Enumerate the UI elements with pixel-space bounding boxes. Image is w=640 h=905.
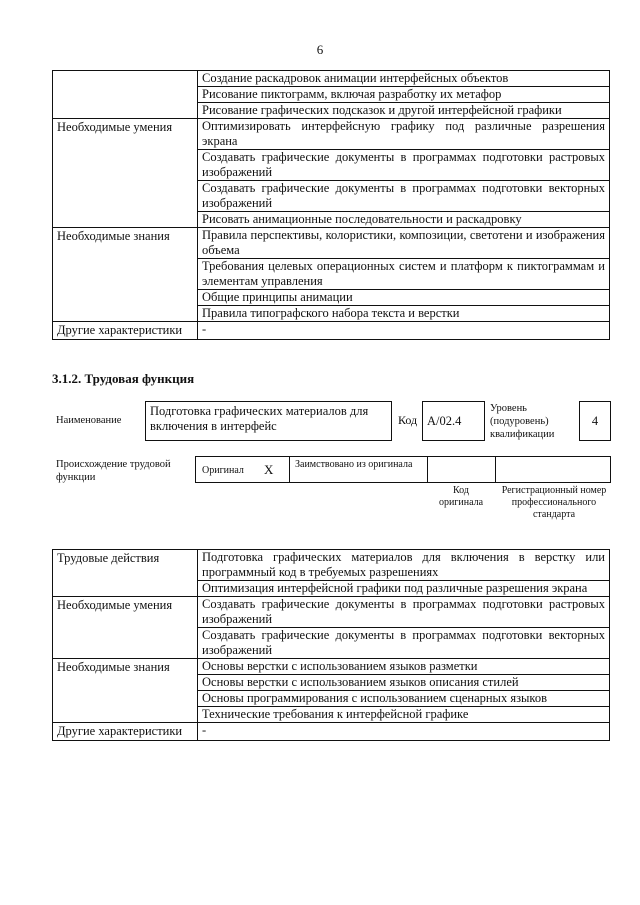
row-item: Создавать графические документы в программах подготовки векторных изображений <box>198 628 610 659</box>
row-item: Требования целевых операционных систем и платформ к пиктограммам и элементам управления <box>198 259 610 290</box>
origin-label: Происхождение трудовой функции <box>56 459 171 483</box>
competency-table-1 <box>52 70 610 340</box>
row-item: Создавать графические документы в программах подготовки растровых изображений <box>198 597 610 628</box>
competency-table-2 <box>52 549 610 741</box>
level-label: Уровень (подуровень) квалификации <box>490 403 555 440</box>
original-mark: X <box>264 462 274 477</box>
row-item: Правила перспективы, колористики, композиции, светотени и изображения объема <box>198 228 610 259</box>
code-label: Код <box>398 413 418 427</box>
code-value: А/02.4 <box>422 401 485 441</box>
row-item: Основы верстки с использованием языков разметки <box>198 659 610 675</box>
table-row <box>53 228 610 259</box>
reg-number-caption: Регистрационный номер профессионального стандарта <box>501 485 607 520</box>
table-row <box>53 119 610 150</box>
code-original-caption: Код оригинала <box>438 485 484 508</box>
row-item: Создавать графические документы в программах подготовки векторных изображений <box>198 181 610 212</box>
table-row <box>53 71 610 87</box>
row-item: Общие принципы анимации <box>198 290 610 306</box>
row-label: Необходимые знания <box>53 228 198 322</box>
row-item: Оптимизировать интерфейсную графику под различные разрешения экрана <box>198 119 610 150</box>
page-number: 6 <box>316 42 324 57</box>
borrowed-cell <box>289 456 428 483</box>
row-item: Подготовка графических материалов для включения в верстку или программный код в требуемых разрешениях <box>198 550 610 581</box>
row-item: - <box>198 723 610 741</box>
row-item: Технические требования к интерфейсной графике <box>198 707 610 723</box>
level-value: 4 <box>579 401 611 441</box>
original-cell <box>195 456 290 483</box>
row-label: Другие характеристики <box>53 723 198 741</box>
section-title: 3.1.2. Трудовая функция <box>52 371 195 386</box>
original-label: Оригинал <box>202 465 244 476</box>
row-label: Необходимые знания <box>53 659 198 723</box>
row-item: Оптимизация интерфейсной графики под различные разрешения экрана <box>198 581 610 597</box>
row-item: Основы верстки с использованием языков описания стилей <box>198 675 610 691</box>
row-label: Необходимые умения <box>53 597 198 659</box>
row-item: Правила типографского набора текста и верстки <box>198 306 610 322</box>
row-item: Рисовать анимационные последовательности и раскадровку <box>198 212 610 228</box>
row-item: - <box>198 322 610 340</box>
row-label: Другие характеристики <box>53 322 198 340</box>
table-row <box>53 659 610 675</box>
row-item: Создание раскадровок анимации интерфейсных объектов <box>198 71 610 87</box>
name-label: Наименование <box>56 415 122 426</box>
borrowed-label: Заимствовано из оригинала <box>295 459 413 470</box>
row-item: Рисование графических подсказок и другой интерфейсной графики <box>198 103 610 119</box>
row-label: Необходимые умения <box>53 119 198 228</box>
name-value: Подготовка графических материалов для включения в интерфейс <box>145 401 392 441</box>
row-item: Создавать графические документы в программах подготовки растровых изображений <box>198 150 610 181</box>
table-row <box>53 723 610 741</box>
row-item: Основы программирования с использованием сценарных языков <box>198 691 610 707</box>
row-label <box>53 71 198 119</box>
code-original-cell <box>427 456 496 483</box>
row-item: Рисование пиктограмм, включая разработку их метафор <box>198 87 610 103</box>
table-row <box>53 597 610 628</box>
table-row <box>53 322 610 340</box>
table-row <box>53 550 610 581</box>
row-label: Трудовые действия <box>53 550 198 597</box>
